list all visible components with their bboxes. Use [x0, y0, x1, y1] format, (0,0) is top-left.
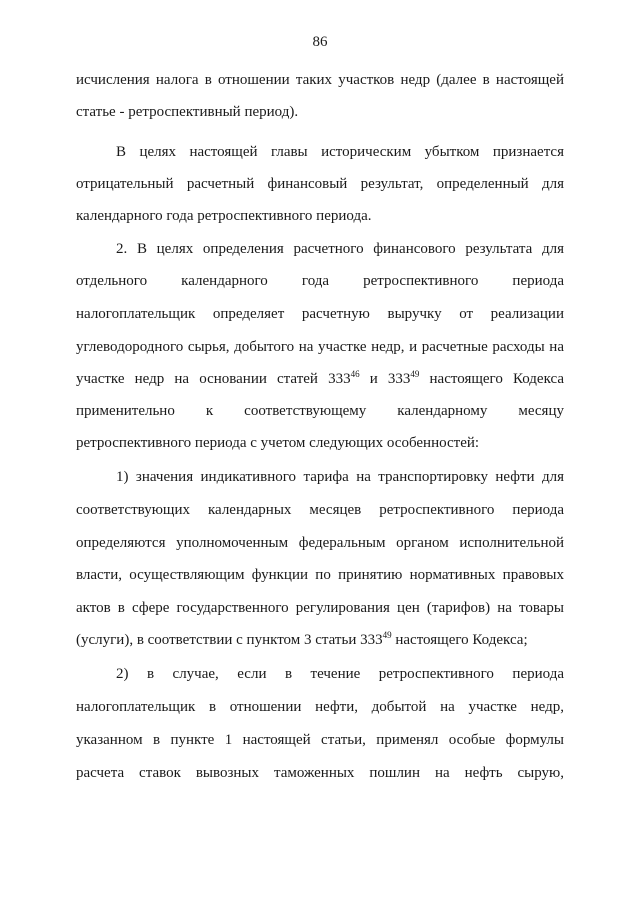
- text-line: указанном в пункте 1 настоящей статьи, применял особые формулы: [76, 732, 564, 748]
- text-line: власти, осуществляющим функции по принятию нормативных правовых: [76, 567, 564, 583]
- text-line: ретроспективного периода с учетом следующих особенностей:: [76, 435, 480, 451]
- text-line: налогоплательщик в отношении нефти, добытой на участке недр,: [76, 699, 564, 715]
- text-line: статье - ретроспективный период).: [76, 104, 299, 120]
- text-line: применительно к соответствующему календарному месяцу: [76, 403, 564, 419]
- text-line: углеводородного сырья, добытого на участке недр, и расчетные расходы на: [76, 339, 564, 355]
- page-number: 86: [312, 34, 328, 50]
- text-span: и 333: [359, 371, 411, 387]
- text-line-with-superscripts: [76, 631, 564, 649]
- paragraph-first-line: 2) в случае, если в течение ретроспективного периода: [116, 666, 564, 682]
- text-line: отдельного календарного года ретроспективного периода: [76, 273, 564, 289]
- paragraph-first-line: 2. В целях определения расчетного финансового результата для: [116, 241, 564, 257]
- text-line: определяются уполномоченным федеральным органом исполнительной: [76, 535, 564, 551]
- text-line: календарного года ретроспективного периода.: [76, 208, 372, 224]
- text-line: актов в сфере государственного регулирования цен (тарифов) на товары: [76, 600, 564, 616]
- text-span: настоящего Кодекса: [419, 371, 564, 387]
- paragraph-first-line: 1) значения индикативного тарифа на транспортировку нефти для: [116, 469, 564, 485]
- text-span: участке недр на основании статей 333: [76, 371, 351, 387]
- text-line-with-superscripts: [76, 370, 564, 388]
- text-line: отрицательный расчетный финансовый результат, определенный для: [76, 176, 564, 192]
- text-line: налогоплательщик определяет расчетную выручку от реализации: [76, 306, 564, 322]
- text-span: настоящего Кодекса;: [391, 632, 528, 648]
- text-line: расчета ставок вывозных таможенных пошлин на нефть сырую,: [76, 765, 564, 781]
- superscript: 49: [410, 369, 420, 379]
- superscript: 49: [382, 630, 392, 640]
- superscript: 46: [350, 369, 360, 379]
- text-span: (услуги), в соответствии с пунктом 3 статьи 333: [76, 632, 383, 648]
- text-line: соответствующих календарных месяцев ретроспективного периода: [76, 502, 564, 518]
- paragraph-first-line: В целях настоящей главы историческим убытком признается: [116, 144, 564, 160]
- text-line: исчисления налога в отношении таких участков недр (далее в настоящей: [76, 72, 564, 88]
